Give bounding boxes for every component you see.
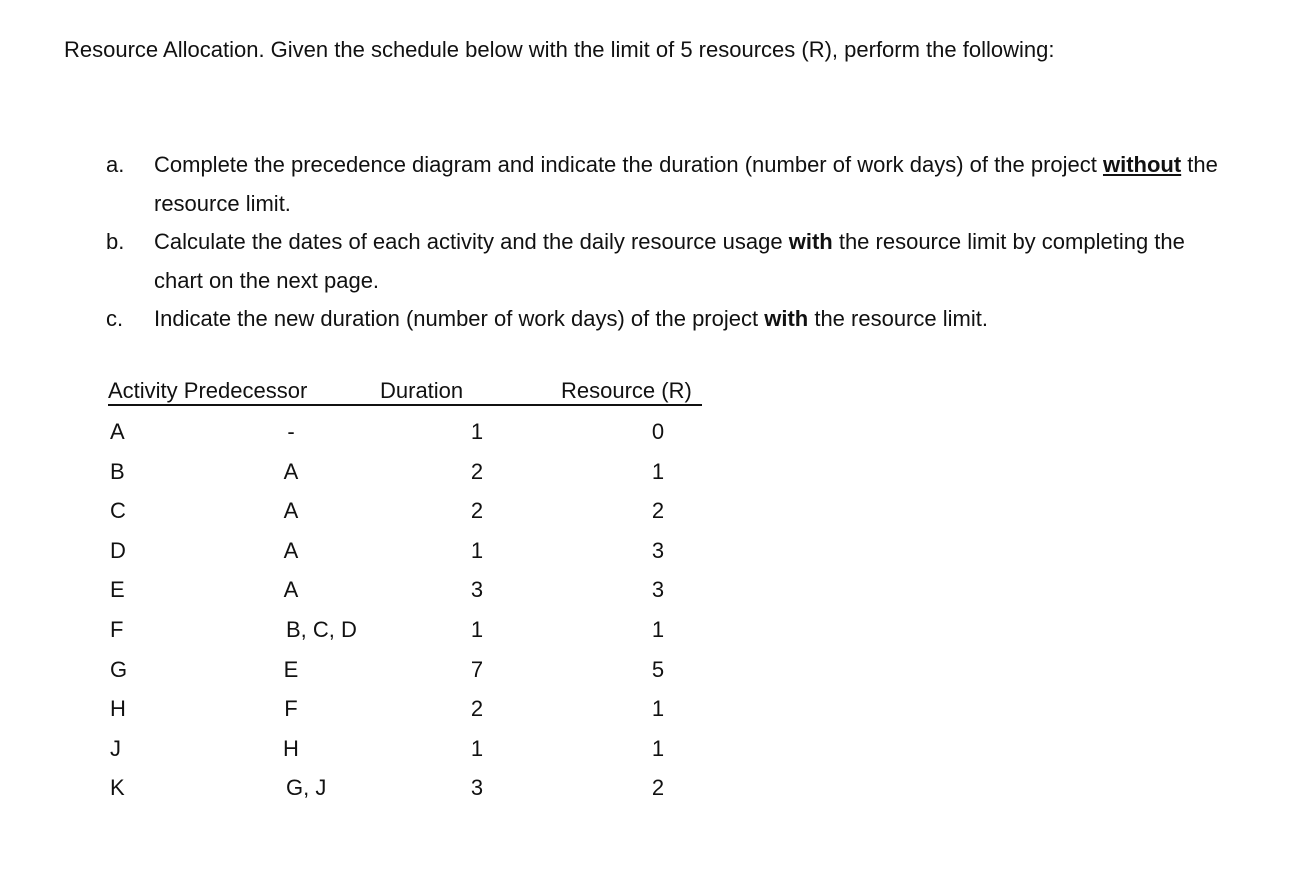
task-c-emphasis: with <box>764 306 809 331</box>
task-b-emphasis: with <box>788 229 833 254</box>
table-row <box>0 694 1289 724</box>
intro-paragraph: Resource Allocation. Given the schedule below with the limit of 5 resources (R), perform the following: <box>64 37 1055 62</box>
task-c-text: Indicate the new duration (number of work days) of the project <box>154 306 765 331</box>
duration-cell: 2 <box>470 696 484 722</box>
resource-cell: 2 <box>651 775 665 801</box>
resource-cell: 1 <box>651 617 665 642</box>
activity-cell: D <box>110 537 126 563</box>
task-a <box>106 146 1226 223</box>
predecessor-cell: G, J <box>286 775 327 801</box>
task-b-letter: b. <box>106 229 125 254</box>
resource-cell: 0 <box>651 419 665 444</box>
resource-cell: 5 <box>651 656 665 682</box>
header-activity-predecessor: Activity Predecessor <box>108 378 308 403</box>
duration-cell: 1 <box>470 419 484 444</box>
activity-cell: K <box>110 775 125 801</box>
header-duration: Duration <box>380 378 464 403</box>
task-b <box>106 223 1226 300</box>
duration-cell: 1 <box>470 617 484 642</box>
table-row <box>0 734 1289 764</box>
table-row <box>0 496 1289 526</box>
table-row <box>0 655 1289 685</box>
predecessor-cell: A <box>283 498 299 524</box>
duration-cell: 7 <box>470 656 484 682</box>
activity-cell: F <box>110 617 124 642</box>
duration-cell: 2 <box>470 458 484 484</box>
table-row <box>0 417 1289 447</box>
task-a-emphasis: without <box>1102 152 1182 177</box>
task-c-text-end: the resource limit. <box>808 306 988 331</box>
resource-cell: 1 <box>651 696 665 722</box>
duration-cell: 3 <box>470 775 484 801</box>
resource-cell: 3 <box>651 577 665 603</box>
task-c-letter: c. <box>106 306 124 331</box>
table-row <box>0 457 1289 487</box>
predecessor-cell: E <box>283 656 299 682</box>
duration-cell: 3 <box>470 577 484 603</box>
resource-cell: 1 <box>651 735 665 761</box>
resource-cell: 3 <box>651 537 665 563</box>
task-b-text-end: the resource limit by completing the chart on the next page. <box>154 229 1185 293</box>
task-c <box>106 300 1226 339</box>
activity-cell: J <box>110 735 121 761</box>
predecessor-cell: A <box>283 537 299 563</box>
table-row <box>0 536 1289 566</box>
activity-cell: C <box>110 498 126 524</box>
header-underline <box>108 404 702 406</box>
task-a-text-end: the resource limit. <box>154 152 1218 216</box>
table-row <box>0 615 1289 645</box>
duration-cell: 1 <box>470 735 484 761</box>
duration-cell: 2 <box>470 498 484 524</box>
predecessor-cell: F <box>284 696 298 722</box>
task-b-text: Calculate the dates of each activity and the daily resource usage <box>154 229 789 254</box>
task-list <box>106 146 1226 339</box>
activity-cell: H <box>110 696 126 722</box>
header-resource: Resource (R) <box>561 378 692 403</box>
activity-cell: A <box>110 419 125 444</box>
predecessor-cell: A <box>283 577 299 603</box>
task-a-letter: a. <box>106 152 125 177</box>
predecessor-cell: - <box>287 419 295 444</box>
predecessor-cell: B, C, D <box>286 617 357 642</box>
activity-cell: B <box>110 458 125 484</box>
activity-cell: G <box>110 656 128 682</box>
resource-cell: 1 <box>651 458 665 484</box>
table-row <box>0 575 1289 605</box>
resource-cell: 2 <box>651 498 665 524</box>
predecessor-cell: A <box>283 458 299 484</box>
duration-cell: 1 <box>470 537 484 563</box>
predecessor-cell: H <box>283 735 299 761</box>
task-a-text: Complete the precedence diagram and indicate the duration (number of work days) of the project <box>154 152 1103 177</box>
table-row <box>0 773 1289 803</box>
activity-cell: E <box>110 577 125 603</box>
